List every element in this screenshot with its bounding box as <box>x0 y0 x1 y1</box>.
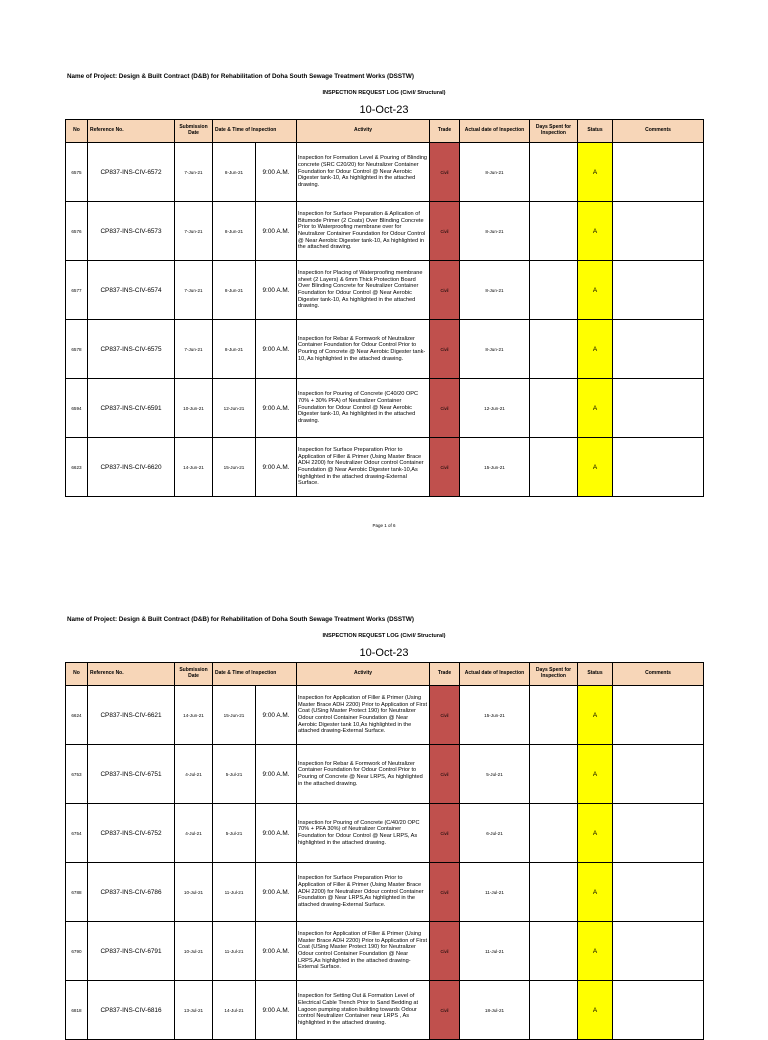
cell-no: 6753 <box>66 745 88 804</box>
cell-no: 6575 <box>66 143 88 202</box>
table-row <box>66 202 704 261</box>
log-date: 10-Oct-23 <box>359 104 409 116</box>
cell-inspection-time: 9:00 A.M. <box>256 320 297 379</box>
cell-inspection-time: 9:00 A.M. <box>256 745 297 804</box>
cell-inspection-time: 9:00 A.M. <box>256 922 297 981</box>
cell-activity: Inspection for Application of Filler & Primer (Using Master Brace ADH 2200) Prior to Application of First Coat (USing Master Protect 190) for Neutralizer Odour control Container Foundation @ Near LRPS,As highlighted in the attached drawing-External Surface. <box>297 922 430 981</box>
cell-inspection-date: 11-Jul-21 <box>213 863 256 922</box>
cell-inspection-time: 9:00 A.M. <box>256 261 297 320</box>
cell-no: 6578 <box>66 320 88 379</box>
cell-no: 6818 <box>66 981 88 1040</box>
col-trade: Trade <box>430 120 460 143</box>
cell-activity: Inspection for Formation Level & Pouring of Blinding concrete (SRC C20/20) for Neutralizer Container Foundation for Odour Control @ Near Aerobic Digester tank-10, As highlighted in the attached drawing. <box>297 143 430 202</box>
col-inspection-datetime: Date & Time of Inspection <box>213 663 297 686</box>
cell-reference: CP837-INS-CIV-6575 <box>88 320 175 379</box>
col-no: No <box>66 120 88 143</box>
col-status: Status <box>578 120 613 143</box>
cell-comments <box>613 686 704 745</box>
cell-comments <box>613 320 704 379</box>
col-inspection-datetime: Date & Time of Inspection <box>213 120 297 143</box>
col-comments: Comments <box>613 663 704 686</box>
cell-reference: CP837-INS-CIV-6573 <box>88 202 175 261</box>
cell-submission-date: 14-Jun-21 <box>175 686 213 745</box>
col-actual-date: Actual date of Inspection <box>460 120 530 143</box>
cell-trade: Civil <box>430 438 460 497</box>
cell-reference: CP837-INS-CIV-6751 <box>88 745 175 804</box>
col-submission-date: Submission Date <box>175 663 213 686</box>
table-row <box>66 745 704 804</box>
cell-status: A <box>578 320 613 379</box>
cell-trade: Civil <box>430 686 460 745</box>
cell-actual-date: 5-Jul-21 <box>460 745 530 804</box>
cell-comments <box>613 438 704 497</box>
cell-activity: Inspection for Placing of Waterproofing membrane sheet (2 Layers) & 6mm Thick Protection Board Over Blinding Concrete for Neutralizer Container Foundation for Odour Control @ Near Aerobic Digester tank-10, As highlighted in the attached drawing. <box>297 261 430 320</box>
cell-no: 6754 <box>66 804 88 863</box>
cell-inspection-time: 9:00 A.M. <box>256 981 297 1040</box>
cell-submission-date: 13-Jul-21 <box>175 981 213 1040</box>
cell-trade: Civil <box>430 202 460 261</box>
cell-status: A <box>578 804 613 863</box>
cell-no: 6624 <box>66 686 88 745</box>
col-comments: Comments <box>613 120 704 143</box>
cell-actual-date: 8-Jun-21 <box>460 202 530 261</box>
cell-days-spent <box>530 686 578 745</box>
cell-reference: CP837-INS-CIV-6786 <box>88 863 175 922</box>
cell-status: A <box>578 143 613 202</box>
cell-no: 6788 <box>66 863 88 922</box>
cell-inspection-time: 9:00 A.M. <box>256 438 297 497</box>
cell-submission-date: 10-Jun-21 <box>175 379 213 438</box>
col-actual-date: Actual date of Inspection <box>460 663 530 686</box>
col-days-spent: Days Spent for Inspection <box>530 120 578 143</box>
cell-reference: CP837-INS-CIV-6620 <box>88 438 175 497</box>
cell-activity: Inspection for Surface Preparation & Aplication of Bitumode Primer (2 Coats) Over Blinding Concrete Prior to Waterproofing membrane over for Neutralizer Container Foundation for Odour Control @ Near Aerobic Digester tank-10, As highlighted in the attached drawing. <box>297 202 430 261</box>
cell-activity: Inspection for Rebar & Formwork of Neutralizer Container Foundation for Odour Control Prior to Pouring of Concrete @ Near LRPS, As highlighted in the attached drawing. <box>297 745 430 804</box>
cell-submission-date: 7-Jun-21 <box>175 143 213 202</box>
cell-status: A <box>578 745 613 804</box>
cell-trade: Civil <box>430 981 460 1040</box>
cell-submission-date: 10-Jul-21 <box>175 863 213 922</box>
cell-comments <box>613 379 704 438</box>
cell-actual-date: 8-Jun-21 <box>460 143 530 202</box>
cell-reference: CP837-INS-CIV-6621 <box>88 686 175 745</box>
cell-days-spent <box>530 863 578 922</box>
col-activity: Activity <box>297 120 430 143</box>
cell-submission-date: 7-Jun-21 <box>175 202 213 261</box>
log-subtitle: INSPECTION REQUEST LOG (Civil/ Structural) <box>322 633 446 639</box>
cell-actual-date: 6-Jul-21 <box>460 804 530 863</box>
cell-days-spent <box>530 745 578 804</box>
cell-submission-date: 4-Jul-21 <box>175 745 213 804</box>
cell-submission-date: 14-Jun-21 <box>175 438 213 497</box>
cell-actual-date: 11-Jul-21 <box>460 863 530 922</box>
cell-comments <box>613 981 704 1040</box>
cell-inspection-date: 8-Jun-21 <box>213 202 256 261</box>
cell-reference: CP837-INS-CIV-6574 <box>88 261 175 320</box>
table-row <box>66 804 704 863</box>
cell-trade: Civil <box>430 261 460 320</box>
cell-actual-date: 18-Jul-21 <box>460 981 530 1040</box>
cell-trade: Civil <box>430 863 460 922</box>
cell-inspection-time: 9:00 A.M. <box>256 863 297 922</box>
cell-days-spent <box>530 143 578 202</box>
cell-inspection-time: 9:00 A.M. <box>256 686 297 745</box>
cell-comments <box>613 143 704 202</box>
table-row <box>66 438 704 497</box>
project-title: Name of Project: Design & Built Contract (D&B) for Rehabilitation of Doha South Sewage Treatment Works (DSSTW) <box>67 616 414 623</box>
cell-reference: CP837-INS-CIV-6591 <box>88 379 175 438</box>
table-header-row <box>66 663 704 686</box>
cell-trade: Civil <box>430 922 460 981</box>
cell-inspection-date: 14-Jul-21 <box>213 981 256 1040</box>
table-row <box>66 922 704 981</box>
cell-comments <box>613 804 704 863</box>
cell-actual-date: 8-Jun-21 <box>460 261 530 320</box>
cell-trade: Civil <box>430 745 460 804</box>
cell-activity: Inspection for Surface Preparation Prior to Application of Filler & Primer (Using Master Brace ADH 2200) for Neutralizer Odour control Container Foundation @ Near LRPS,As highlighted in the attached drawing-External Surface. <box>297 863 430 922</box>
cell-inspection-date: 15-Jun-21 <box>213 686 256 745</box>
cell-days-spent <box>530 202 578 261</box>
table-row <box>66 320 704 379</box>
cell-status: A <box>578 438 613 497</box>
cell-comments <box>613 261 704 320</box>
cell-submission-date: 7-Jun-21 <box>175 320 213 379</box>
cell-actual-date: 12-Jun-21 <box>460 379 530 438</box>
cell-comments <box>613 202 704 261</box>
cell-actual-date: 15-Jun-21 <box>460 686 530 745</box>
cell-trade: Civil <box>430 320 460 379</box>
cell-inspection-date: 15-Jun-21 <box>213 438 256 497</box>
cell-inspection-time: 9:00 A.M. <box>256 143 297 202</box>
cell-inspection-time: 9:00 A.M. <box>256 804 297 863</box>
cell-submission-date: 10-Jul-21 <box>175 922 213 981</box>
cell-trade: Civil <box>430 143 460 202</box>
cell-inspection-date: 8-Jun-21 <box>213 320 256 379</box>
cell-days-spent <box>530 438 578 497</box>
cell-no: 6576 <box>66 202 88 261</box>
cell-reference: CP837-INS-CIV-6752 <box>88 804 175 863</box>
cell-comments <box>613 745 704 804</box>
table-row <box>66 143 704 202</box>
cell-no: 6790 <box>66 922 88 981</box>
cell-inspection-date: 8-Jun-21 <box>213 261 256 320</box>
col-status: Status <box>578 663 613 686</box>
cell-inspection-time: 9:00 A.M. <box>256 379 297 438</box>
cell-reference: CP837-INS-CIV-6572 <box>88 143 175 202</box>
cell-no: 6577 <box>66 261 88 320</box>
log-date: 10-Oct-23 <box>359 647 409 659</box>
cell-activity: Inspection for Rebar & Formwork of Neutralizer Container Foundation for Odour Control Prior to Pouring of Concrete @ Near Aerobic Digester tank-10, As highlighted in the attached drawing. <box>297 320 430 379</box>
cell-status: A <box>578 261 613 320</box>
cell-reference: CP837-INS-CIV-6816 <box>88 981 175 1040</box>
cell-status: A <box>578 379 613 438</box>
cell-submission-date: 4-Jul-21 <box>175 804 213 863</box>
table-row <box>66 261 704 320</box>
table-row <box>66 981 704 1040</box>
cell-inspection-time: 9:00 A.M. <box>256 202 297 261</box>
cell-status: A <box>578 922 613 981</box>
cell-comments <box>613 922 704 981</box>
cell-status: A <box>578 981 613 1040</box>
cell-activity: Inspection for Application of Filler & Primer (Using Master Brace ADH 2200) Prior to Application of First Coat (USing Master Protect 190) for Neutralizer Odour control Container Foundation @ Near Aerobic Digester tank 10,As highlighted in the attached drawing-External Surface. <box>297 686 430 745</box>
cell-activity: Inspection for Surface Preparation Prior to Application of Filler & Primer (Using Master Brace ADH 2200) for Neutralizer Odour control Container Foundation @ Near Aerobic Digester tank-10,As highlighted in the attached drawing-External Surface. <box>297 438 430 497</box>
cell-inspection-date: 12-Jun-21 <box>213 379 256 438</box>
table-header-row <box>66 120 704 143</box>
cell-days-spent <box>530 922 578 981</box>
col-submission-date: Submission Date <box>175 120 213 143</box>
col-reference: Reference No. <box>88 120 175 143</box>
cell-status: A <box>578 202 613 261</box>
inspection-log-table <box>65 662 704 1040</box>
cell-actual-date: 15-Jun-21 <box>460 438 530 497</box>
cell-status: A <box>578 863 613 922</box>
cell-comments <box>613 863 704 922</box>
cell-inspection-date: 5-Jul-21 <box>213 804 256 863</box>
col-reference: Reference No. <box>88 663 175 686</box>
cell-trade: Civil <box>430 379 460 438</box>
cell-status: A <box>578 686 613 745</box>
log-subtitle: INSPECTION REQUEST LOG (Civil/ Structural) <box>322 90 446 96</box>
cell-days-spent <box>530 320 578 379</box>
inspection-log-table <box>65 119 704 497</box>
table-row <box>66 686 704 745</box>
table-row <box>66 863 704 922</box>
col-days-spent: Days Spent for Inspection <box>530 663 578 686</box>
col-no: No <box>66 663 88 686</box>
cell-no: 6594 <box>66 379 88 438</box>
cell-days-spent <box>530 981 578 1040</box>
cell-inspection-date: 11-Jul-21 <box>213 922 256 981</box>
col-trade: Trade <box>430 663 460 686</box>
cell-actual-date: 8-Jun-21 <box>460 320 530 379</box>
cell-actual-date: 11-Jul-21 <box>460 922 530 981</box>
cell-inspection-date: 5-Jul-21 <box>213 745 256 804</box>
cell-submission-date: 7-Jun-21 <box>175 261 213 320</box>
cell-days-spent <box>530 379 578 438</box>
cell-activity: Inspection for Setting Out & Formation Level of Electrical Cable Trench Prior to Sand Bedding at Lagoon pumping station building towards Odour control Neutralizer Container near LRPS , As highlighted in the attached drawing. <box>297 981 430 1040</box>
col-activity: Activity <box>297 663 430 686</box>
cell-activity: Inspection for Pouring of Concrete (C40/20 OPC 70% + 30% PFA) of Neutralizer Container Foundation for Odour Control @ Near Aerobic Digester tank-10, As highlighted in the attached drawing. <box>297 379 430 438</box>
cell-days-spent <box>530 804 578 863</box>
cell-days-spent <box>530 261 578 320</box>
cell-no: 6623 <box>66 438 88 497</box>
page-number: Page 1 of 6 <box>372 523 396 528</box>
project-title: Name of Project: Design & Built Contract (D&B) for Rehabilitation of Doha South Sewage Treatment Works (DSSTW) <box>67 73 414 80</box>
cell-reference: CP837-INS-CIV-6791 <box>88 922 175 981</box>
cell-trade: Civil <box>430 804 460 863</box>
cell-activity: Inspection for Pouring of Concrete (C/40/20 OPC 70% + PFA 30%) of Neutralizer Container Foundation for Odour Control @ Near LRPS, As highlighted in the attached drawing. <box>297 804 430 863</box>
table-row <box>66 379 704 438</box>
cell-inspection-date: 8-Jun-21 <box>213 143 256 202</box>
